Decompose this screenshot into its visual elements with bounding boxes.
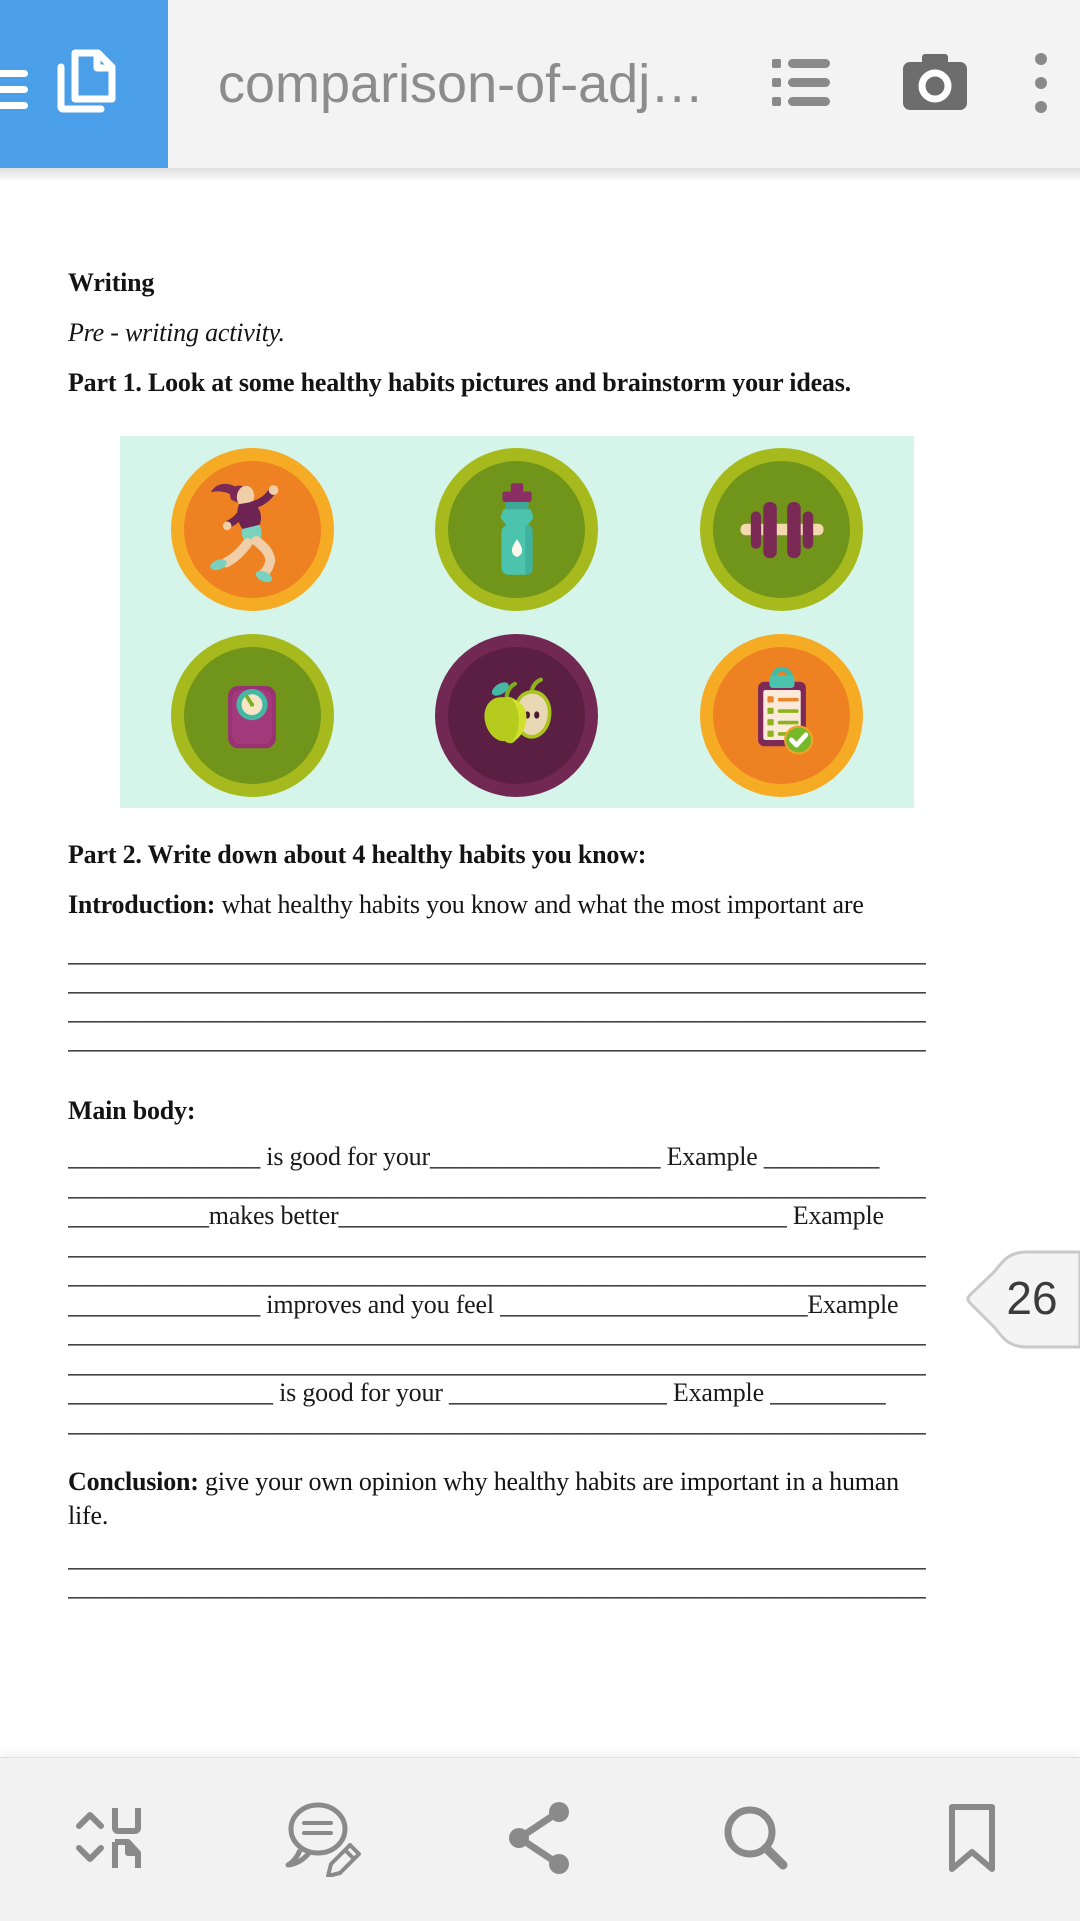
- main-body-label: Main body:: [68, 1096, 196, 1125]
- snapshot-button[interactable]: [902, 54, 968, 115]
- blank-line: ___________________________________________________________________: [68, 1572, 926, 1601]
- introduction-label: Introduction:: [68, 890, 216, 919]
- main-body-row: ___________________________________________________________________: [68, 1171, 926, 1201]
- main-body-row: _______________ improves and you feel ________________________Example: [68, 1289, 899, 1319]
- blank-line: ___________________________________________________________________: [68, 996, 926, 1025]
- apples-icon: [435, 634, 598, 797]
- bookmark-icon: [944, 1802, 1000, 1877]
- part2-title: Part 2. Write down about 4 healthy habits you know:: [68, 840, 647, 869]
- continuous-scroll-icon: [71, 1798, 145, 1881]
- overflow-menu-button[interactable]: [1034, 52, 1048, 117]
- main-body-row: _______________ is good for your__________________ Example _________: [68, 1142, 880, 1171]
- overflow-menu-icon: [1034, 52, 1048, 117]
- document-tab[interactable]: [0, 0, 168, 168]
- dumbbell-icon: [700, 448, 863, 611]
- annotate-comment-icon: [282, 1799, 366, 1880]
- main-body-row: ___________________________________________________________________: [68, 1230, 926, 1260]
- page-number: 26: [1006, 1272, 1058, 1324]
- main-body-row: ___________________________________________________________________: [68, 1260, 926, 1289]
- blank-line: ___________________________________________________________________: [68, 967, 926, 996]
- pages-icon: [45, 43, 123, 126]
- main-body-row: ___________________________________________________________________: [68, 1348, 926, 1378]
- blank-line: ___________________________________________________________________: [68, 1025, 926, 1054]
- page-number-badge[interactable]: [962, 1248, 1080, 1352]
- water-bottle-icon: [435, 448, 598, 611]
- writing-heading: Writing: [68, 268, 155, 297]
- blank-line: ___________________________________________________________________: [68, 1543, 926, 1572]
- view-mode-button[interactable]: [0, 1758, 216, 1921]
- main-body-rows: [68, 1142, 944, 1437]
- prewriting-subheading: Pre - writing activity.: [68, 318, 285, 347]
- topbar-shadow: [0, 168, 1080, 182]
- main-body-row: ___________________________________________________________________: [68, 1319, 926, 1348]
- share-icon: [507, 1801, 573, 1878]
- search-button[interactable]: [648, 1758, 864, 1921]
- checklist-icon: [700, 634, 863, 797]
- conclusion-text: give your own opinion why healthy habits are important in a human life.: [68, 1467, 899, 1530]
- annotate-button[interactable]: [216, 1758, 432, 1921]
- blank-line: ___________________________________________________________________: [68, 938, 926, 967]
- introduction-paragraph: [68, 888, 944, 922]
- document-page[interactable]: [0, 168, 1080, 1757]
- conclusion-blank-lines: [68, 1543, 944, 1601]
- weight-scale-icon: [171, 634, 334, 797]
- search-icon: [721, 1803, 791, 1876]
- main-body-row: ___________________________________________________________________: [68, 1407, 926, 1437]
- healthy-habits-picture: [120, 436, 914, 808]
- introduction-text: what healthy habits you know and what the most important are: [215, 890, 864, 919]
- outline-list-icon: [770, 55, 832, 114]
- outline-list-button[interactable]: [770, 55, 832, 114]
- conclusion-paragraph: [68, 1465, 944, 1533]
- document-title: comparison-of-adj…: [218, 54, 705, 114]
- part1-title: Part 1. Look at some healthy habits pictures and brainstorm your ideas.: [68, 368, 851, 397]
- introduction-blank-lines: [68, 938, 944, 1054]
- menu-icon: [0, 70, 28, 109]
- bottom-toolbar: [0, 1757, 1080, 1921]
- share-button[interactable]: [432, 1758, 648, 1921]
- app-topbar: [0, 0, 1080, 168]
- main-body-row: ________________ is good for your _________________ Example _________: [68, 1378, 886, 1407]
- camera-icon: [902, 54, 968, 115]
- bookmark-button[interactable]: [864, 1758, 1080, 1921]
- main-body-row: ___________makes better___________________________________ Example: [68, 1201, 884, 1230]
- conclusion-label: Conclusion:: [68, 1467, 199, 1496]
- worksheet-content: [0, 168, 1080, 1601]
- running-woman-icon: [171, 448, 334, 611]
